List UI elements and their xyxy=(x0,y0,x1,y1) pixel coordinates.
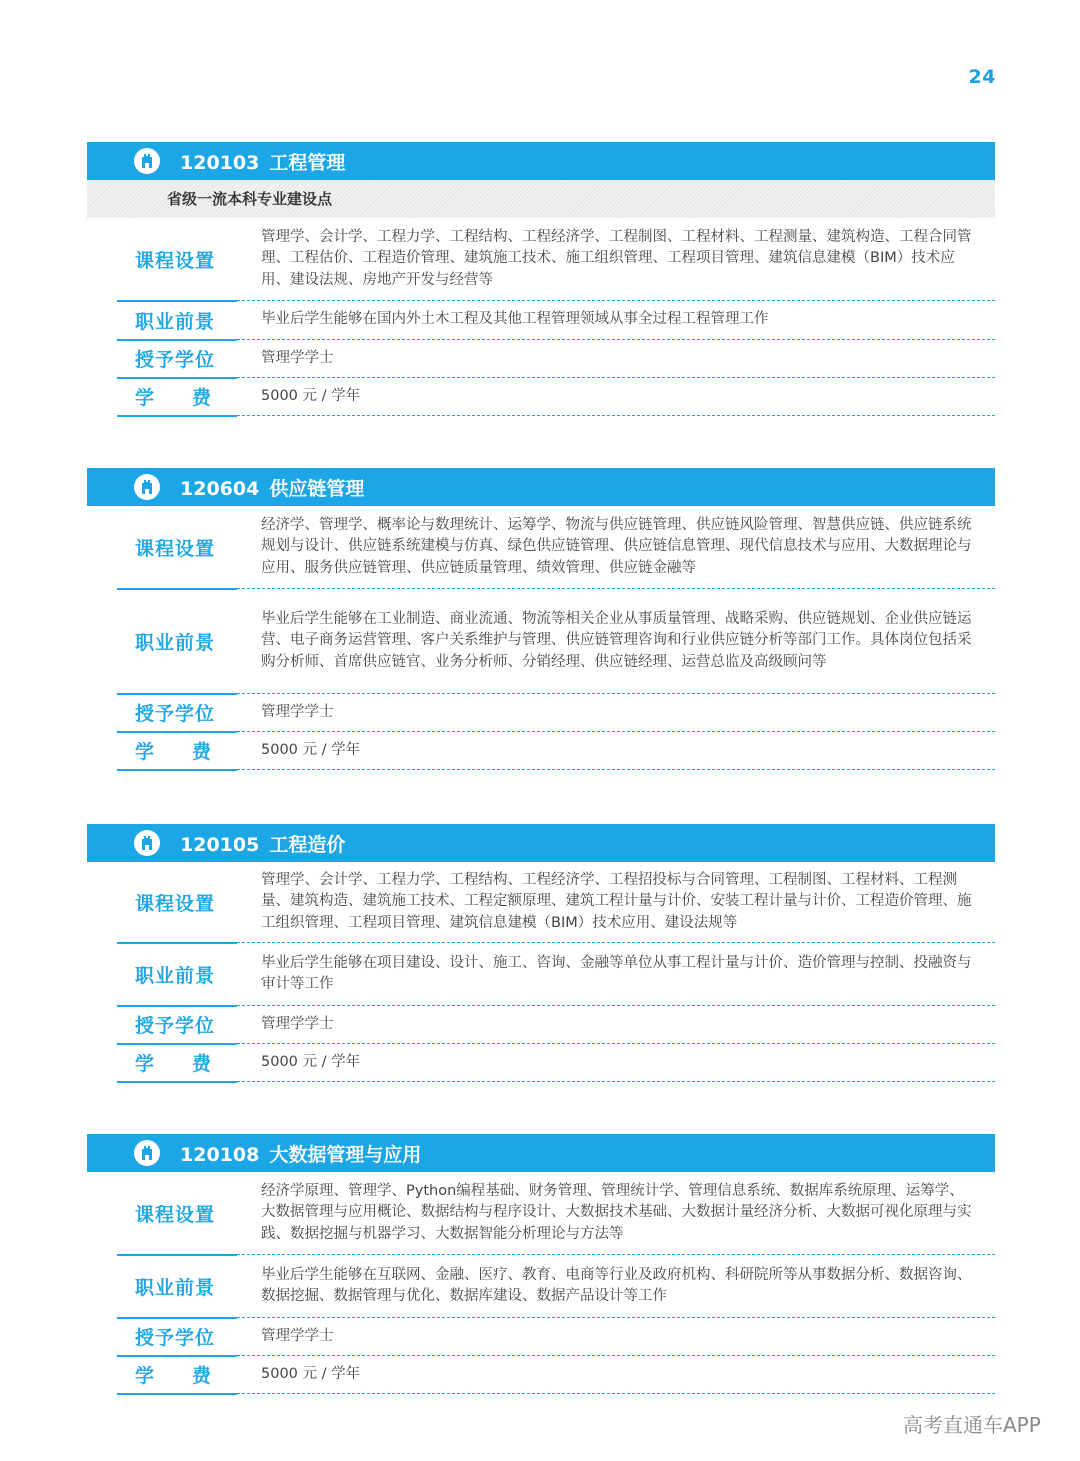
label-courses: 课程设置 xyxy=(135,1203,216,1226)
major-code: 120604 xyxy=(180,477,260,500)
page-number: 24 xyxy=(968,66,996,88)
row-courses xyxy=(117,862,995,943)
watermark: 高考直通车APP xyxy=(903,1413,1041,1437)
section-title xyxy=(180,148,345,175)
courses-text: 经济学、管理学、概率论与数理统计、运筹学、物流与供应链管理、供应链风险管理、智慧供应链、供应链系统规划与设计、供应链系统建模与仿真、绿色供应链管理、供应链信息管理、现代信息技术与应用、大数据理论与应用、服务供应链管理、供应链质量管理、绩效管理、供应链金融等 xyxy=(261,516,972,576)
fee-text: 5000 元 / 学年 xyxy=(261,1053,361,1070)
row-career xyxy=(117,301,995,340)
label-career: 职业前景 xyxy=(135,310,216,333)
section-title xyxy=(180,1140,421,1167)
fee-text: 5000 元 / 学年 xyxy=(261,741,361,758)
info-rows xyxy=(117,218,995,416)
label-fee: 学 费 xyxy=(135,741,212,763)
courses-text: 管理学、会计学、工程力学、工程结构、工程经济学、工程制图、工程材料、工程测量、建筑构造、工程合同管理、工程估价、工程造价管理、建筑施工技术、施工组织管理、工程项目管理、建筑信息建模（BIM）技术应用、建设法规、房地产开发与经营等 xyxy=(261,228,972,288)
label-degree: 授予学位 xyxy=(135,703,216,725)
major-code: 120103 xyxy=(180,151,260,174)
row-courses xyxy=(117,1172,995,1255)
section-banner: 省级一流本科专业建设点 xyxy=(87,180,995,218)
degree-text: 管理学学士 xyxy=(261,349,334,366)
major-name: 工程造价 xyxy=(269,833,346,856)
row-degree xyxy=(117,694,995,732)
career-text: 毕业后学生能够在项目建设、设计、施工、咨询、金融等单位从事工程计量与计价、造价管理与控制、投融资与审计等工作 xyxy=(261,954,972,992)
section-header xyxy=(87,468,995,506)
label-courses: 课程设置 xyxy=(135,537,216,560)
row-courses xyxy=(117,506,995,589)
courses-text: 经济学原理、管理学、Python编程基础、财务管理、管理统计学、管理信息系统、数据库系统原理、运筹学、大数据管理与应用概论、数据结构与程序设计、大数据技术基础、大数据计量经济分析、大数据可视化原理与实践、数据挖掘与机器学习、大数据智能分析理论与方法等 xyxy=(261,1182,972,1242)
label-career: 职业前景 xyxy=(135,631,216,654)
label-fee: 学 费 xyxy=(135,1365,212,1387)
major-name: 供应链管理 xyxy=(269,477,365,500)
row-career xyxy=(117,589,995,694)
section-header xyxy=(87,142,995,180)
building-icon xyxy=(134,1140,160,1166)
major-code: 120108 xyxy=(180,1143,260,1166)
row-degree xyxy=(117,340,995,378)
major-section-engineering-cost xyxy=(87,824,995,1082)
row-fee xyxy=(117,378,995,416)
label-fee: 学 费 xyxy=(135,1053,212,1075)
row-degree xyxy=(117,1318,995,1356)
section-title xyxy=(180,474,364,501)
degree-text: 管理学学士 xyxy=(261,1327,334,1344)
label-career: 职业前景 xyxy=(135,1276,216,1299)
row-fee xyxy=(117,1356,995,1394)
label-courses: 课程设置 xyxy=(135,249,216,272)
label-courses: 课程设置 xyxy=(135,892,216,915)
courses-text: 管理学、会计学、工程力学、工程结构、工程经济学、工程招投标与合同管理、工程制图、工程材料、工程测量、建筑构造、建筑施工技术、工程定额原理、建筑工程计量与计价、安装工程计量与计价、工程造价管理、施工组织管理、工程项目管理、建筑信息建模（BIM）技术应用、建设法规等 xyxy=(261,871,972,931)
major-code: 120105 xyxy=(180,833,260,856)
info-rows xyxy=(117,506,995,770)
degree-text: 管理学学士 xyxy=(261,1015,334,1032)
section-header xyxy=(87,824,995,862)
fee-text: 5000 元 / 学年 xyxy=(261,1365,361,1382)
building-icon xyxy=(134,830,160,856)
info-rows xyxy=(117,862,995,1082)
section-header xyxy=(87,1134,995,1172)
major-section-supply-chain xyxy=(87,468,995,770)
row-courses xyxy=(117,218,995,301)
label-degree: 授予学位 xyxy=(135,1015,216,1037)
major-name: 工程管理 xyxy=(269,151,346,174)
row-fee xyxy=(117,732,995,770)
degree-text: 管理学学士 xyxy=(261,703,334,720)
label-degree: 授予学位 xyxy=(135,349,216,371)
building-icon xyxy=(134,148,160,174)
major-section-big-data xyxy=(87,1134,995,1394)
label-career: 职业前景 xyxy=(135,964,216,987)
building-icon xyxy=(134,474,160,500)
career-text: 毕业后学生能够在互联网、金融、医疗、教育、电商等行业及政府机构、科研院所等从事数据分析、数据咨询、数据挖掘、数据管理与优化、数据库建设、数据产品设计等工作 xyxy=(261,1266,972,1304)
row-career xyxy=(117,943,995,1006)
info-rows xyxy=(117,1172,995,1394)
label-degree: 授予学位 xyxy=(135,1327,216,1349)
section-title xyxy=(180,830,345,857)
major-section-engineering-management xyxy=(87,142,995,416)
career-text: 毕业后学生能够在国内外土木工程及其他工程管理领域从事全过程工程管理工作 xyxy=(261,311,769,328)
row-degree xyxy=(117,1006,995,1044)
label-fee: 学 费 xyxy=(135,387,212,409)
row-career xyxy=(117,1255,995,1318)
major-name: 大数据管理与应用 xyxy=(269,1143,422,1166)
row-fee xyxy=(117,1044,995,1082)
fee-text: 5000 元 / 学年 xyxy=(261,387,361,404)
career-text: 毕业后学生能够在工业制造、商业流通、物流等相关企业从事质量管理、战略采购、供应链规划、企业供应链运营、电子商务运营管理、客户关系维护与管理、供应链管理咨询和行业供应链分析等部门工作。具体岗位包括采购分析师、首席供应链官、业务分析师、分销经理、供应链经理、运营总监及高级顾问等 xyxy=(261,610,972,670)
